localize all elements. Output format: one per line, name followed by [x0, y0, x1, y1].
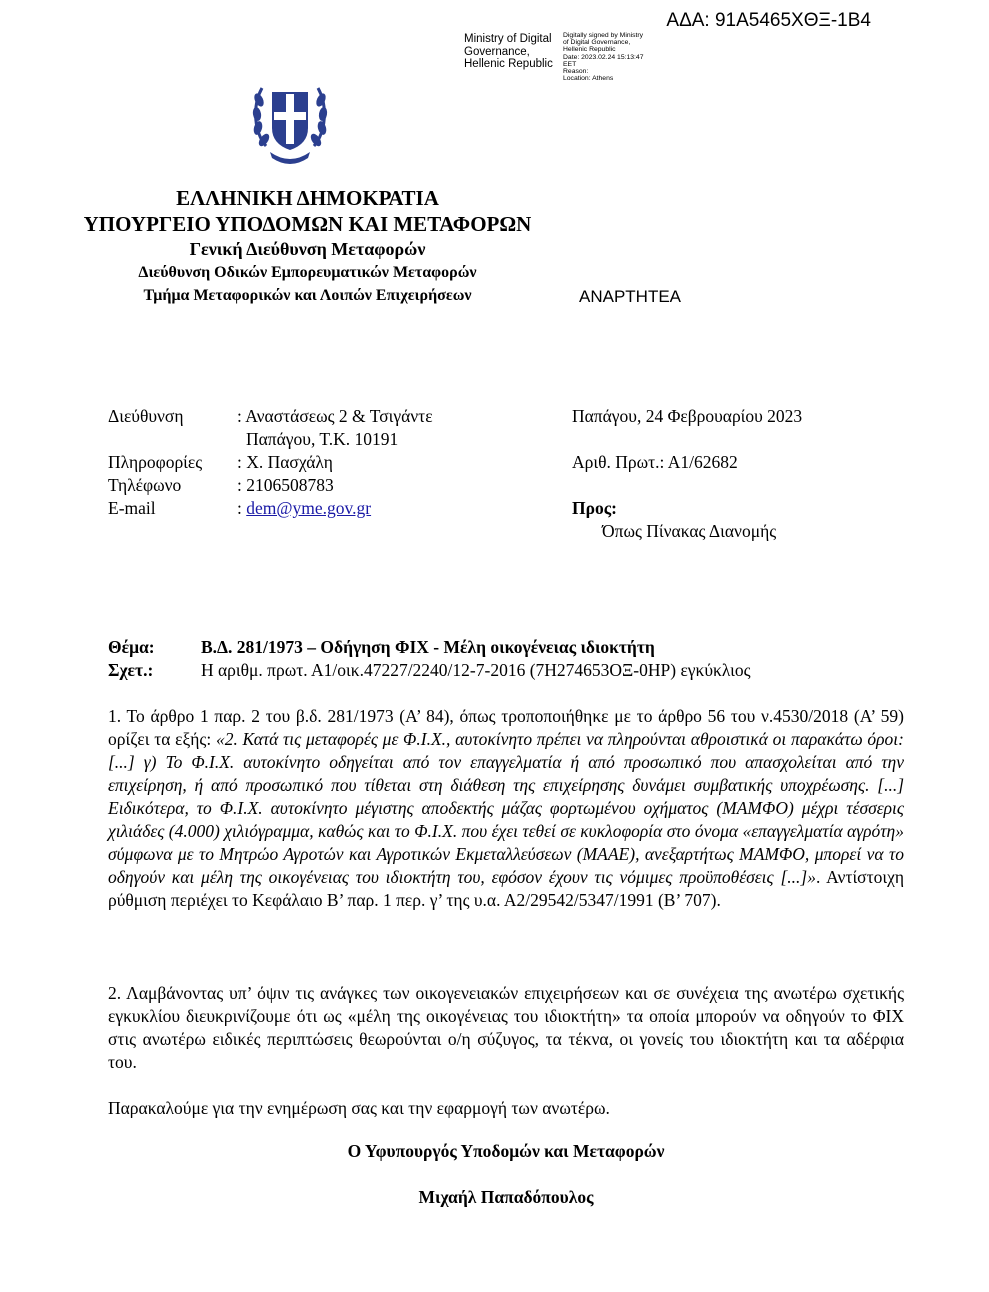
email-value-wrap: [237, 497, 371, 520]
directorate: Διεύθυνση Οδικών Εμπορευματικών Μεταφορών: [138, 264, 477, 281]
greek-coat-of-arms-icon: [250, 70, 330, 170]
paragraph-1: [108, 705, 904, 912]
ministry-title: ΥΠΟΥΡΓΕΙΟ ΥΠΟΔΟΜΩΝ ΚΑΙ ΜΕΤΑΦΟΡΩΝ: [83, 212, 532, 236]
paragraph-1-tail: . Αντίστοιχη ρύθμιση περιέχει το Κεφάλαιο Β’ παρ. 1 περ. γ’ της υ.α. Α2/29542/5347/1991 (Β’ 707).: [108, 867, 904, 910]
phone-row: [108, 474, 433, 497]
signer-line: Governance,: [464, 45, 530, 58]
address-line2: Παπάγου, Τ.Κ. 10191: [246, 429, 399, 449]
info-value: : Χ. Πασχάλη: [237, 452, 333, 472]
email-prefix: :: [237, 498, 247, 518]
phone-label: Τηλέφωνο: [108, 475, 182, 495]
digital-signature-signer: [464, 33, 553, 71]
reference-label: Σχετ.:: [108, 660, 154, 680]
date-protocol-block: [572, 405, 802, 543]
to-value: Όπως Πίνακας Διανομής: [602, 521, 777, 541]
signatory-title: Ο Υφυπουργός Υποδομών και Μεταφορών: [347, 1141, 665, 1161]
signature-detail-line: EET: [563, 60, 577, 68]
posting-label: ΑΝΑΡΤΗΤΕΑ: [579, 287, 682, 306]
info-row: [108, 451, 433, 474]
paragraph-1-quote: «2. Κατά τις μεταφορές με Φ.Ι.Χ., αυτοκίνητο πρέπει να πληρούνται αθροιστικά οι παρακάτω όροι: [...] γ) Το Φ.Ι.Χ. αυτοκίνητο οδηγείται από τον επαγγελματία ή από προσωπικό που απασχολείται από την επιχείρηση, ή από προσωπικό που τίθεται στη διάθεση της επιχείρησης δυνάμει συμβατικής υποχρέωσης. [...] Ειδικότερα, το Φ.Ι.Χ. αυτοκίνητο μέγιστης αποδεκτής μάζας φορτωμένου οχήματος (ΜΑΜΦΟ) μέχρι τέσσερις χιλιάδες (4.000) χιλιόγραμμα, καθώς και το Φ.Ι.Χ. που έχει τεθεί σε κυκλοφορία στο όνομα «επαγγελματία αγρότη» σύμφωνα με το Μητρώο Αγροτών και Αγροτικών Εκμεταλλεύσεων (ΜΑΑΕ), ανεξαρτήτως ΜΑΜΦΟ, μπορεί να το οδηγούν και μέλη της οικογένειας του ιδιοκτήτη του, εφόσον έχουν τις νόμιμες προϋποθέσεις [...]»: [108, 729, 904, 887]
phone-value: : 2106508783: [237, 475, 334, 495]
place-date: Παπάγου, 24 Φεβρουαρίου 2023: [572, 406, 803, 426]
paragraph-1-lead: 1. Το άρθρο 1 παρ. 2 του β.δ. 281/1973 (Α’ 84), όπως τροποποιήθηκε με το άρθρο 56 του ν.4530/2018 (Α’ 59) ορίζει τα εξής:: [108, 706, 904, 749]
signature-detail-line: Reason:: [563, 68, 589, 76]
signature-detail-line: Date: 2023.02.24 15:13:47: [563, 53, 644, 61]
subject-row: [108, 636, 751, 659]
ada-code: ΑΔΑ: 91Α5465ΧΘΞ-1Β4: [666, 10, 871, 31]
address-row: [108, 405, 433, 428]
subject-block: [108, 636, 751, 682]
signature-detail-line: of Digital Governance,: [563, 39, 631, 47]
general-directorate: Γενική Διεύθυνση Μεταφορών: [189, 239, 426, 259]
signatory-name: Μιχαήλ Παπαδόπουλος: [418, 1187, 594, 1207]
paragraph-3: Παρακαλούμε για την ενημέρωση σας και την εφαρμογή των ανωτέρω.: [108, 1098, 610, 1118]
protocol-number: Αριθ. Πρωτ.: Α1/62682: [572, 452, 738, 472]
subject-label: Θέμα:: [108, 637, 155, 657]
paragraph-2: 2. Λαμβάνοντας υπ’ όψιν τις ανάγκες των οικογενειακών επιχειρήσεων και σε συνέχεια της ανωτέρω σχετικής εγκυκλίου διευκρινίζουμε ότι ως «μέλη της οικογένειας του ιδιοκτήτη» τα οποία μπορούν να οδηγούν το ΦΙΧ στις ανωτέρω ειδικές περιπτώσεις θεωρούνται ο/η σύζυγος, τα τέκνα, οι γονείς του ιδιοκτήτη και τα αδέρφια του.: [108, 983, 904, 1072]
country-title: ΕΛΛΗΝΙΚΗ ΔΗΜΟΚΡΑΤΙΑ: [176, 186, 439, 210]
email-link[interactable]: dem@yme.gov.gr: [246, 498, 372, 518]
signer-line: Ministry of Digital: [464, 33, 552, 45]
reference-value: Η αριθμ. πρωτ. Α1/οικ.47227/2240/12-7-2016 (7Η274653ΟΞ-0ΗΡ) εγκύκλιος: [201, 660, 751, 680]
signature-detail-line: Hellenic Republic: [563, 46, 616, 54]
contact-block: [108, 405, 433, 520]
digital-signature-details: [563, 32, 644, 82]
letterhead: [55, 185, 560, 307]
reference-row: [108, 659, 751, 682]
email-row: [108, 497, 433, 520]
to-label: Προς:: [572, 498, 617, 518]
address-value: : Αναστάσεως 2 & Τσιγάντε: [237, 406, 433, 426]
email-label: E-mail: [108, 498, 156, 518]
signature-detail-line: Digitally signed by Ministry: [563, 32, 644, 39]
signature-detail-line: Location: Athens: [563, 75, 614, 83]
signer-line: Hellenic Republic: [464, 58, 553, 70]
subject-value: Β.Δ. 281/1973 – Οδήγηση ΦΙΧ - Μέλη οικογένειας ιδιοκτήτη: [201, 637, 655, 657]
address-label: Διεύθυνση: [108, 406, 184, 426]
department: Τμήμα Μεταφορικών και Λοιπών Επιχειρήσεων: [143, 287, 472, 304]
info-label: Πληροφορίες: [108, 452, 203, 472]
